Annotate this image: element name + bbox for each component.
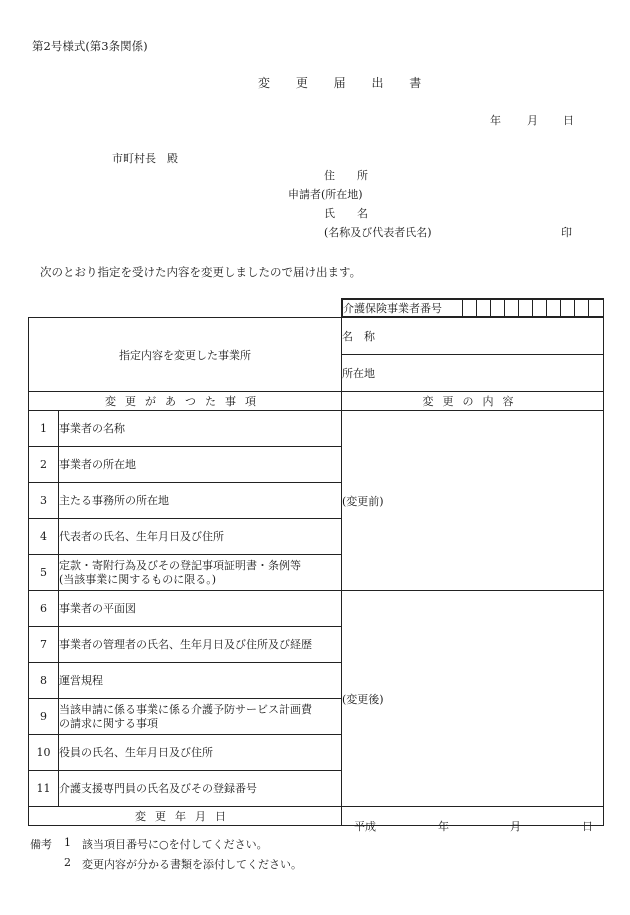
provider-number-digit[interactable] (561, 300, 575, 317)
item-number[interactable]: 9 (29, 699, 59, 735)
item-text-line: の請求に関する事項 (59, 716, 158, 730)
item-number[interactable]: 2 (29, 447, 59, 483)
provider-number-digit[interactable] (575, 300, 589, 317)
item-number[interactable]: 11 (29, 771, 59, 807)
change-date-label: 変更年月日 (29, 807, 342, 826)
item-number[interactable]: 1 (29, 411, 59, 447)
addressee: 市町村長 殿 (112, 152, 178, 165)
provider-number-digit[interactable] (477, 300, 491, 317)
date-month-label: 月 (527, 114, 538, 127)
before-change-field[interactable] (342, 411, 604, 591)
applicant-name-note: (名称及び代表者氏名) (324, 226, 432, 239)
item-number[interactable]: 10 (29, 735, 59, 771)
provider-number-label: 介護保険事業者番号 (343, 300, 463, 317)
change-notification-table (28, 298, 604, 833)
item-text-line: 定款・寄附行為及びその登記事項証明書・条例等 (59, 558, 301, 572)
item-text-line: 当該申請に係る事業に係る介護予防サービス計画費 (59, 702, 312, 716)
office-name-field[interactable] (342, 318, 604, 355)
item-number[interactable]: 4 (29, 519, 59, 555)
intro-text: 次のとおり指定を受けた内容を変更しましたので届け出ます。 (40, 265, 362, 279)
office-location-label: 所在地 (342, 367, 375, 380)
date-year-label: 年 (490, 114, 501, 127)
item-number[interactable]: 3 (29, 483, 59, 519)
item-text: 代表者の氏名、生年月日及び住所 (59, 519, 342, 555)
items-header: 変更があつた事項 (29, 392, 342, 411)
item-number[interactable]: 8 (29, 663, 59, 699)
note-text: 該当項目番号に○を付してください。 (82, 838, 268, 851)
change-date-month: 月 (510, 820, 521, 833)
change-date-year: 年 (438, 820, 449, 833)
provider-number-digit[interactable] (505, 300, 519, 317)
note-text: 変更内容が分かる書類を添付してください。 (82, 858, 302, 871)
item-text: 事業者の管理者の氏名、生年月日及び住所及び経歴 (59, 627, 342, 663)
item-text: 役員の氏名、生年月日及び住所 (59, 735, 342, 771)
provider-number-row (342, 299, 603, 317)
office-location-field[interactable] (342, 355, 604, 392)
applicant-name-label: 氏 名 (324, 207, 368, 220)
seal-mark: 印 (561, 226, 572, 239)
item-text: 事業者の平面図 (59, 591, 342, 627)
office-name-label: 名 称 (342, 330, 375, 343)
change-date-day: 日 (582, 820, 593, 833)
before-change-label: (変更前) (342, 494, 384, 508)
document-title: 変 更 届 出 書 (258, 76, 433, 90)
date-day-label: 日 (563, 114, 574, 127)
note-number: 2 (64, 856, 71, 869)
item-text: 主たる事務所の所在地 (59, 483, 342, 519)
applicant-address-label: 住 所 (324, 169, 368, 182)
item-text-line: (当該事業に関するものに限る。) (59, 572, 217, 586)
form-number: 第2号様式(第3条関係) (32, 39, 148, 53)
item-number[interactable]: 6 (29, 591, 59, 627)
notes-label: 備考 (30, 838, 52, 851)
office-label: 指定内容を変更した事業所 (29, 318, 342, 392)
item-text: 運営規程 (59, 663, 342, 699)
after-change-label: (変更後) (342, 692, 384, 706)
provider-number-digit[interactable] (547, 300, 561, 317)
change-date-era: 平成 (354, 820, 376, 833)
item-number[interactable]: 5 (29, 555, 59, 591)
provider-number-digit[interactable] (463, 300, 477, 317)
item-number[interactable]: 7 (29, 627, 59, 663)
provider-number-digit[interactable] (533, 300, 547, 317)
note-number: 1 (64, 836, 71, 849)
item-text (59, 699, 342, 735)
item-text: 事業者の名称 (59, 411, 342, 447)
applicant-label: 申請者(所在地) (288, 188, 363, 201)
provider-number-digit[interactable] (519, 300, 533, 317)
change-date-field[interactable] (342, 807, 604, 833)
item-text: 介護支援専門員の氏名及びその登録番号 (59, 771, 342, 807)
after-change-field[interactable] (342, 591, 604, 807)
item-text (59, 555, 342, 591)
content-header: 変更の内容 (342, 392, 604, 411)
item-text: 事業者の所在地 (59, 447, 342, 483)
provider-number-digit[interactable] (589, 300, 603, 317)
provider-number-digit[interactable] (491, 300, 505, 317)
